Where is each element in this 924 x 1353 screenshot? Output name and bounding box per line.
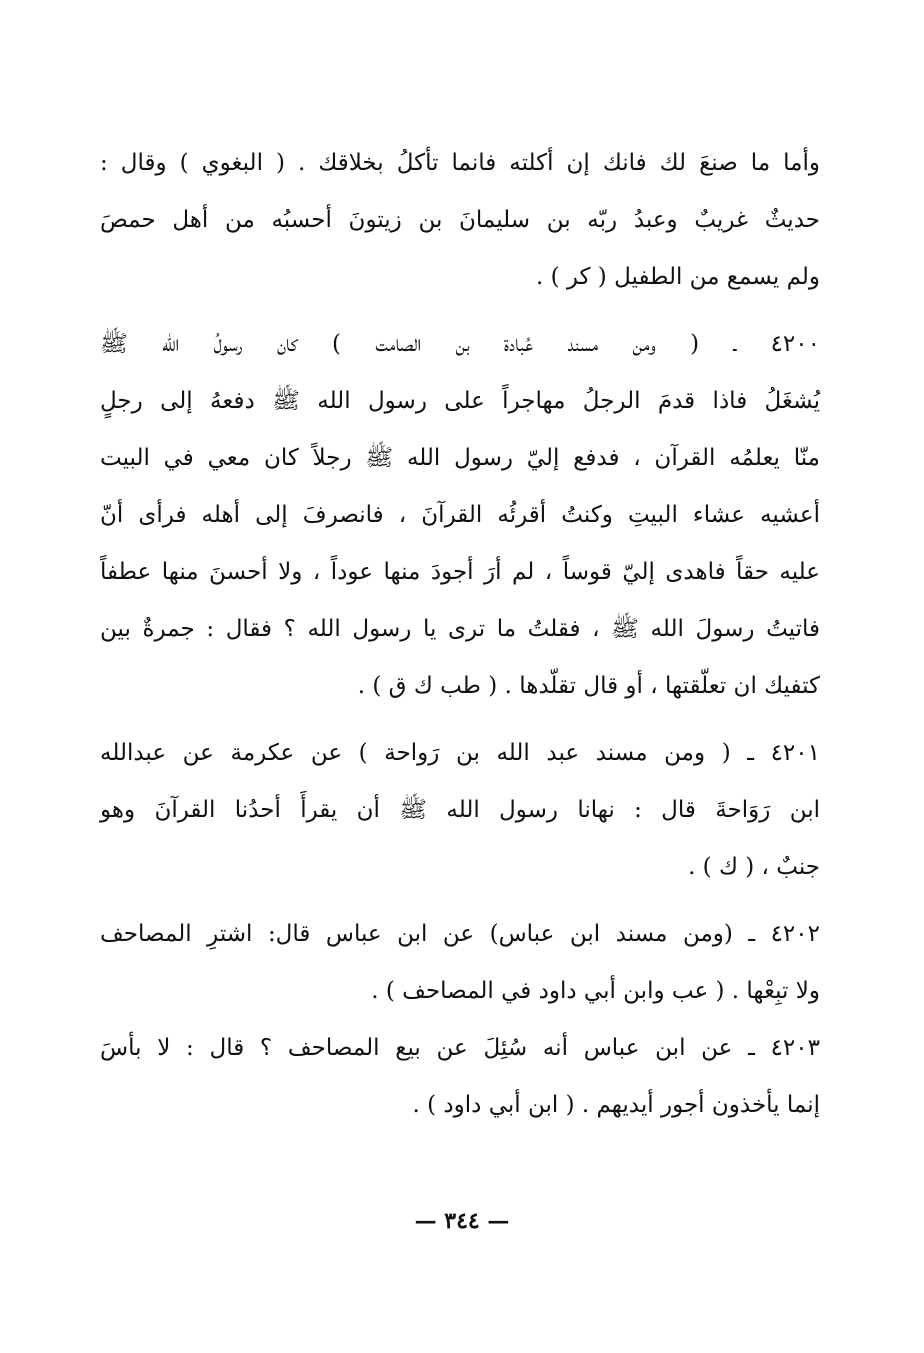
text-line: جنبٌ ، ( ك ) . <box>688 854 820 880</box>
text-line: إنما يأخذون أجور أيديهم . ( ابن أبي داود ) . <box>412 1092 820 1118</box>
text-line: ولا تبِعْها . ( عب وابن أبي داود في المصاحف ) . <box>371 978 820 1004</box>
hadith-heading-line: ٤٢٠٠ ـ ( ومن مسند عُبادة بن الصامت ) كان رسولُ الله ﷺ <box>100 331 820 357</box>
text-line: عليه حقاً فاهدى إليّ قوساً ، لم أرَ أجودَ منها عوداً ، ولا أحسنَ منها عطفاً <box>100 559 820 585</box>
hadith-4200 <box>100 329 820 701</box>
text-line: ولم يسمع من الطفيل ( كر ) . <box>535 264 820 290</box>
text-line: منّا يعلمُه القرآن ، فدفع إليّ رسول الله ﷺ رجلاً كان معي في البيت <box>100 445 820 471</box>
text-line: وأما ما صنعَ لك فانك إن أكلته فانما تأكلُ بخلاقك . ( البغوي ) وقال : <box>100 150 820 176</box>
hadith-heading-line: ٤٢٠٣ ـ عن ابن عباس أنه سُئِلَ عن بيع المصاحف ؟ قال : لا بأسَ <box>100 1035 820 1061</box>
text-line: حديثٌ غريبٌ وعبدُ ربّه بن سليمانَ بن زيتونَ أحسبُه من أهل حمصَ <box>100 207 820 233</box>
text-line: يُشغَلُ فاذا قدمَ الرجلُ مهاجراً على رسول الله ﷺ دفعهُ إلى رجلٍ <box>100 388 820 414</box>
text-line: فاتيتُ رسولَ الله ﷺ ، فقلتُ ما ترى يا رسول الله ؟ فقال : جمرةٌ بين <box>100 616 820 642</box>
text-line: أعشيه عشاء البيتِ وكنتُ أقرئُه القرآنَ ، فانصرفَ إلى أهله فرأى أنّ <box>100 502 820 528</box>
hadith-heading-line: ٤٢٠١ ـ ( ومن مسند عبد الله بن رَواحة ) عن عكرمة عن عبدالله <box>100 740 820 766</box>
hadith-4202 <box>100 919 820 1006</box>
hadith-heading-line: ٤٢٠٢ ـ (ومن مسند ابن عباس) عن ابن عباس قال: اشترِ المصاحف <box>100 921 820 947</box>
page-body <box>100 148 820 1120</box>
hadith-4203 <box>100 1033 820 1120</box>
paragraph <box>100 148 820 292</box>
hadith-4201 <box>100 738 820 882</box>
text-line: كتفيك ان تعلّقتها ، أو قال تقلّدها . ( طب ك ق ) . <box>357 673 820 699</box>
text-line: ابن رَوَاحةَ قال : نهانا رسول الله ﷺ أن يقرأَ أحدُنا القرآنَ وهو <box>100 797 820 823</box>
page-number: — ٣٤٤ — <box>414 1208 510 1234</box>
